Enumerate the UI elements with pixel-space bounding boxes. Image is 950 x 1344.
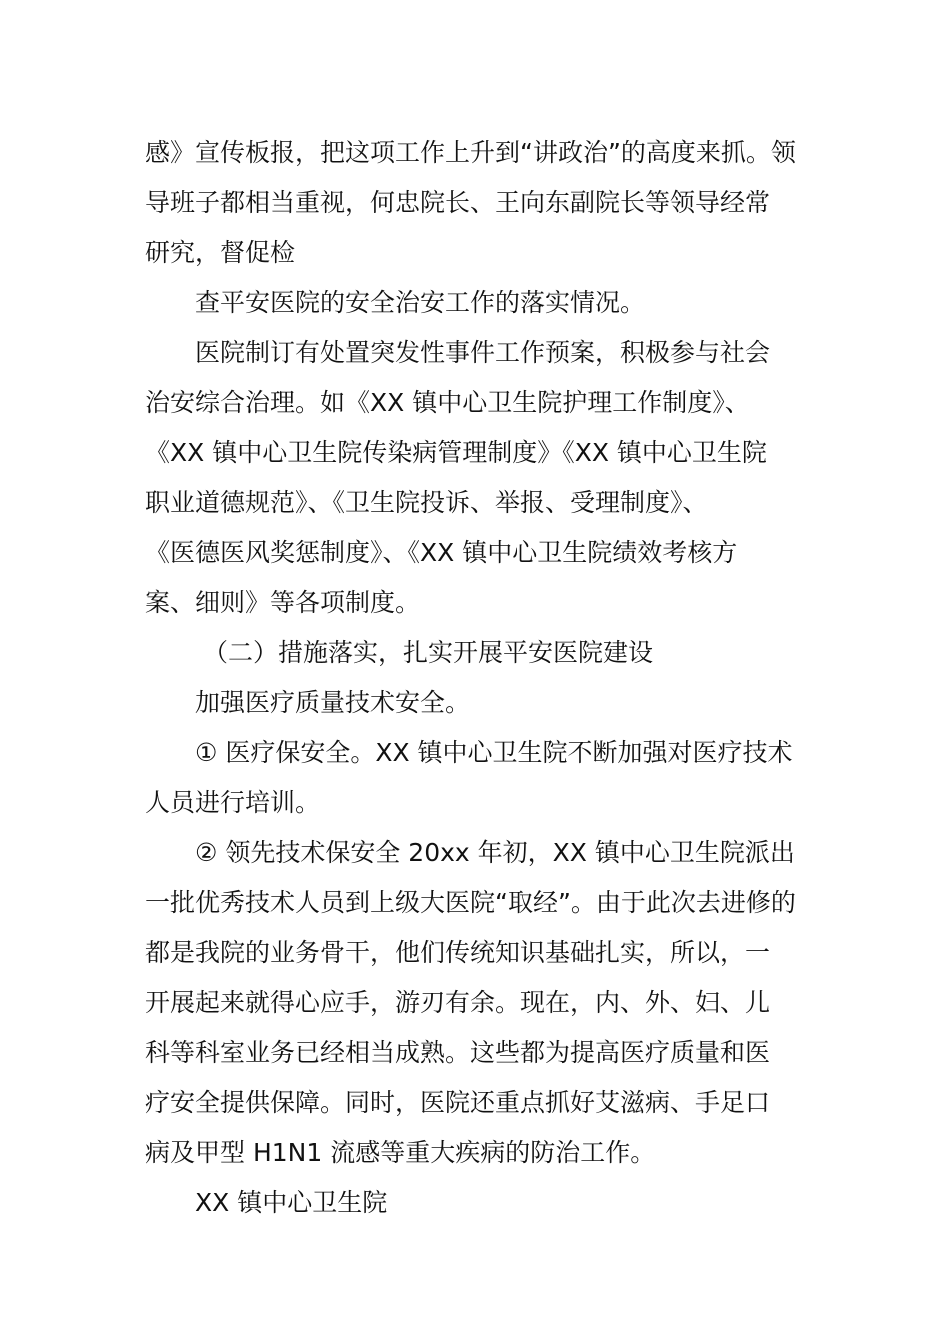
text-line: 疗安全提供保障。同时，医院还重点抓好艾滋病、手足口: [145, 1088, 771, 1117]
text-line: 科等科室业务已经相当成熟。这些都为提高医疗质量和医: [145, 1038, 771, 1067]
text-line: 治安综合治理。如《XX 镇中心卫生院护理工作制度》、: [145, 388, 750, 417]
text-line: ② 领先技术保安全 20xx 年初，XX 镇中心卫生院派出: [195, 838, 795, 867]
text-line: 研究，督促检: [145, 238, 296, 267]
paragraph-regulations: [145, 328, 805, 628]
text-line: 职业道德规范》、《卫生院投诉、举报、受理制度》、: [145, 488, 708, 517]
text-line: 《XX 镇中心卫生院传染病管理制度》《XX 镇中心卫生院: [145, 438, 767, 467]
list-item-2: [145, 828, 805, 1178]
section-heading-text: （二）措施落实，扎实开展平安医院建设: [203, 638, 654, 667]
text-line: 都是我院的业务骨干，他们传统知识基础扎实，所以，一: [145, 938, 771, 967]
text-line: 医院制订有处置突发性事件工作预案，积极参与社会: [195, 338, 771, 367]
text-line: 查平安医院的安全治安工作的落实情况。: [195, 288, 646, 317]
text-line: 感》宣传板报，把这项工作上升到“讲政治”的高度来抓。领: [145, 138, 796, 167]
paragraph-quality-safety: [145, 678, 805, 728]
text-line: 案、细则》等各项制度。: [145, 588, 421, 617]
text-line: ① 医疗保安全。XX 镇中心卫生院不断加强对医疗技术: [195, 738, 793, 767]
list-item-1: [145, 728, 805, 828]
organization-name: XX 镇中心卫生院: [195, 1188, 388, 1217]
text-line: 《医德医风奖惩制度》、《XX 镇中心卫生院绩效考核方: [145, 538, 738, 567]
text-line: 开展起来就得心应手，游刃有余。现在，内、外、妇、儿: [145, 988, 771, 1017]
paragraph-publicity-board: [145, 128, 805, 278]
paragraph-inspection: [145, 278, 805, 328]
text-line: 一批优秀技术人员到上级大医院“取经”。由于此次去进修的: [145, 888, 796, 917]
text-line: 人员进行培训。: [145, 788, 321, 817]
text-line: 病及甲型 H1N1 流感等重大疾病的防治工作。: [145, 1138, 656, 1167]
document-body: [145, 128, 805, 1228]
text-line: 加强医疗质量技术安全。: [195, 688, 471, 717]
text-line: 导班子都相当重视，何忠院长、王向东副院长等领导经常: [145, 188, 771, 217]
section-heading: [145, 628, 805, 678]
signature-organization: [145, 1178, 805, 1228]
